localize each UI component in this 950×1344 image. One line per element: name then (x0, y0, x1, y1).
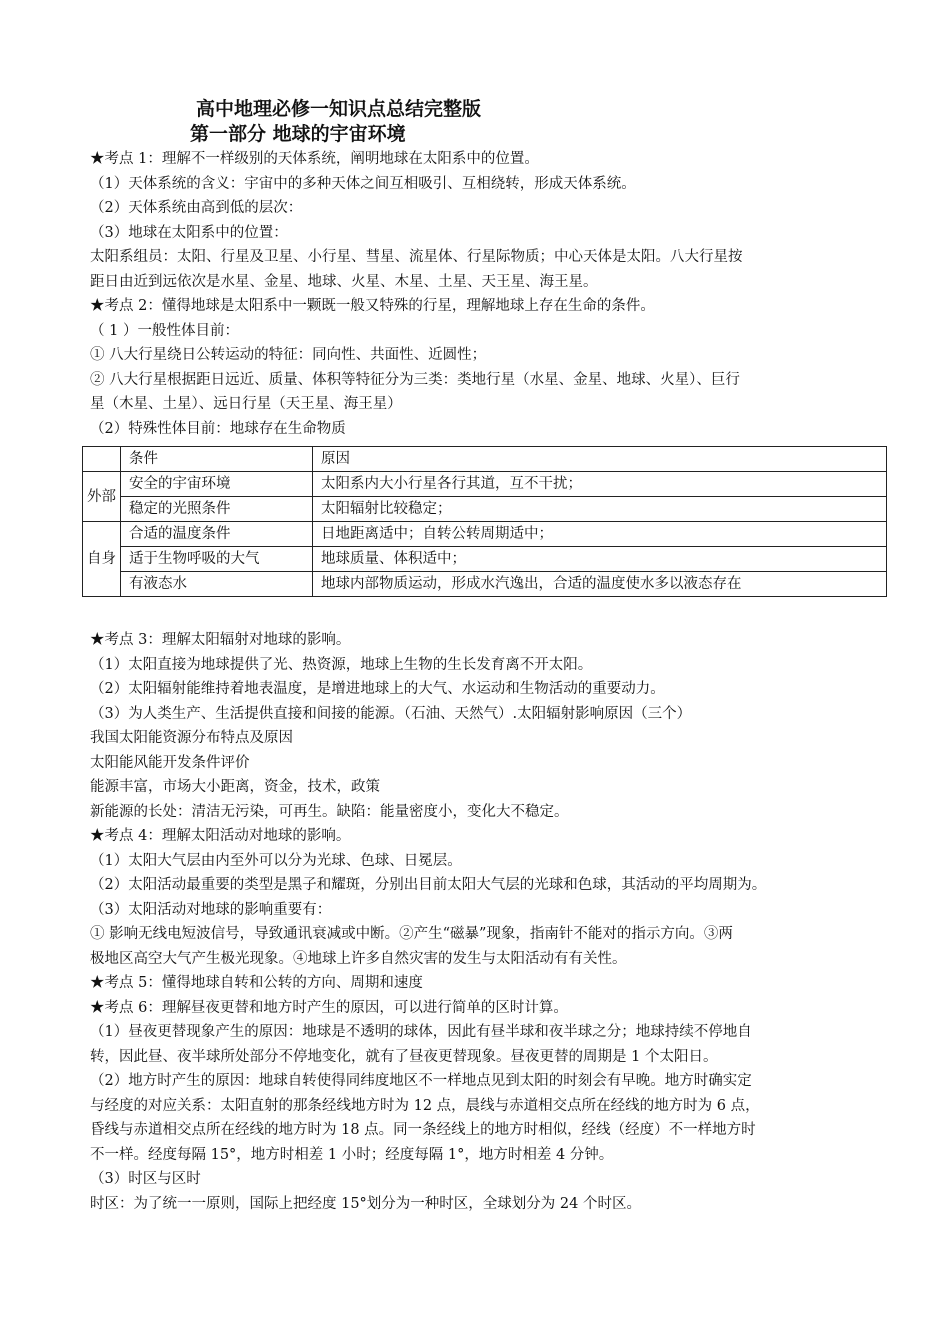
paragraph: ② 八大行星根据距日远近、质量、体积等特征分为三类：类地行星（水星、金星、地球、火星）、巨行 (90, 371, 740, 388)
section-2-body (90, 628, 870, 1216)
paragraph: 太阳系组员：太阳、行星及卫星、小行星、彗星、流星体、行星际物质；中心天体是太阳。八大行星按 (90, 249, 743, 265)
paragraph: （3）地球在太阳系中的位置： (90, 224, 288, 241)
paragraph: 我国太阳能资源分布特点及原因 (90, 730, 293, 746)
table-cell-reason: 日地距离适中；自转公转周期适中； (313, 522, 887, 547)
paragraph: （1）昼夜更替现象产生的原因：地球是不透明的球体，因此有昼半球和夜半球之分；地球持续不停地自 (90, 1024, 752, 1040)
table-header-cell: 原因 (313, 447, 887, 472)
paragraph: （2）特殊性体目前：地球存在生命物质 (90, 420, 346, 437)
section-heading: 第一部分 地球的宇宙环境 (190, 123, 406, 145)
paragraph: ★考点 2：懂得地球是太阳系中一颗既一般又特殊的行星，理解地球上存在生命的条件。 (90, 298, 655, 314)
paragraph: （1）太阳大气层由内至外可以分为光球、色球、日冕层。 (90, 852, 462, 869)
paragraph: ★考点 5：懂得地球自转和公转的方向、周期和速度 (90, 975, 423, 991)
table-header-row (83, 447, 887, 472)
table-cell-reason: 太阳系内大小行星各行其道，互不干扰； (313, 472, 887, 497)
table-row (83, 522, 887, 547)
table-cell-reason: 太阳辐射比较稳定； (313, 497, 887, 522)
paragraph: （2）太阳活动最重要的类型是黑子和耀斑，分别出目前太阳大气层的光球和色球，其活动的平均周期为。 (90, 877, 767, 893)
table-cell-condition: 稳定的光照条件 (121, 497, 313, 522)
paragraph: （2）太阳辐射能维持着地表温度，是增进地球上的大气、水运动和生物活动的重要动力。 (90, 681, 665, 697)
paragraph: （3）太阳活动对地球的影响重要有： (90, 901, 332, 918)
document-title: 高中地理必修一知识点总结完整版 (196, 98, 482, 120)
table-cell-condition: 安全的宇宙环境 (121, 472, 313, 497)
table-group-label: 自身 (83, 522, 121, 597)
table-row (83, 572, 887, 597)
paragraph: 昏线与赤道相交点所在经线的地方时为 18 点。同一条经线上的地方时相似，经线（经度）不一样地方时 (90, 1122, 756, 1138)
paragraph: ★考点 6：理解昼夜更替和地方时产生的原因，可以进行简单的区时计算。 (90, 999, 568, 1016)
paragraph: （1）天体系统的含义：宇宙中的多种天体之间互相吸引、互相绕转，形成天体系统。 (90, 175, 636, 192)
paragraph: ★考点 1：理解不一样级别的天体系统，阐明地球在太阳系中的位置。 (90, 151, 539, 167)
paragraph: 时区：为了统一一原则，国际上把经度 15°划分为一种时区，全球划分为 24 个时区。 (90, 1195, 641, 1212)
paragraph: ① 八大行星绕日公转运动的特征：同向性、共面性、近圆性； (90, 347, 487, 363)
table-cell-reason: 地球质量、体积适中； (313, 547, 887, 572)
paragraph: 新能源的长处：清洁无污染，可再生。缺陷：能量密度小，变化大不稳定。 (90, 803, 569, 820)
table-group-label: 外部 (83, 472, 121, 522)
life-conditions-table (82, 446, 887, 597)
table-row (83, 472, 887, 497)
table-cell-condition: 有液态水 (121, 572, 313, 597)
paragraph: （2）地方时产生的原因：地球自转使得同纬度地区不一样地点见到太阳的时刻会有早晚。地方时确实定 (90, 1073, 752, 1089)
paragraph: （ 1 ）一般性体目前： (90, 322, 239, 339)
paragraph: 不一样。经度每隔 15°，地方时相差 1 小时；经度每隔 1°，地方时相差 4 分钟。 (90, 1146, 614, 1163)
paragraph: 与经度的对应关系：太阳直射的那条经线地方时为 12 点，晨线与赤道相交点所在经线的地方时为 6 点， (90, 1097, 760, 1114)
paragraph: ★考点 4：理解太阳活动对地球的影响。 (90, 828, 351, 844)
paragraph: 距日由近到远依次是水星、金星、地球、火星、木星、土星、天王星、海王星。 (90, 273, 598, 290)
paragraph: ① 影响无线电短波信号，导致通讯衰减或中断。②产生“磁暴”现象，指南针不能对的指示方向。③两 (90, 926, 733, 942)
paragraph: 转，因此昼、夜半球所处部分不停地变化，就有了昼夜更替现象。昼夜更替的周期是 1 个太阳日。 (90, 1048, 718, 1065)
paragraph: 极地区高空大气产生极光现象。④地球上许多自然灾害的发生与太阳活动有有关性。 (90, 950, 627, 967)
paragraph: （3）时区与区时 (90, 1171, 201, 1187)
table-cell-condition: 适于生物呼吸的大气 (121, 547, 313, 572)
paragraph: （2）天体系统由高到低的层次： (90, 200, 303, 216)
paragraph: 能源丰富，市场大小距离，资金，技术，政策 (90, 779, 380, 795)
paragraph: ★考点 3：理解太阳辐射对地球的影响。 (90, 632, 351, 648)
table-row (83, 547, 887, 572)
table-corner-cell (83, 447, 121, 472)
table-cell-reason: 地球内部物质运动，形成水汽逸出，合适的温度使水多以液态存在 (313, 572, 887, 597)
table-row (83, 497, 887, 522)
table-header-cell: 条件 (121, 447, 313, 472)
paragraph: 太阳能风能开发条件评价 (90, 754, 250, 771)
paragraph: （3）为人类生产、生活提供直接和间接的能源。（石油、天然气）.太阳辐射影响原因（三个） (90, 705, 692, 722)
table-cell-condition: 合适的温度条件 (121, 522, 313, 547)
section-1-body (90, 147, 870, 441)
paragraph: （1）太阳直接为地球提供了光、热资源，地球上生物的生长发育离不开太阳。 (90, 656, 593, 673)
paragraph: 星（木星、土星）、远日行星（天王星、海王星） (90, 396, 402, 412)
